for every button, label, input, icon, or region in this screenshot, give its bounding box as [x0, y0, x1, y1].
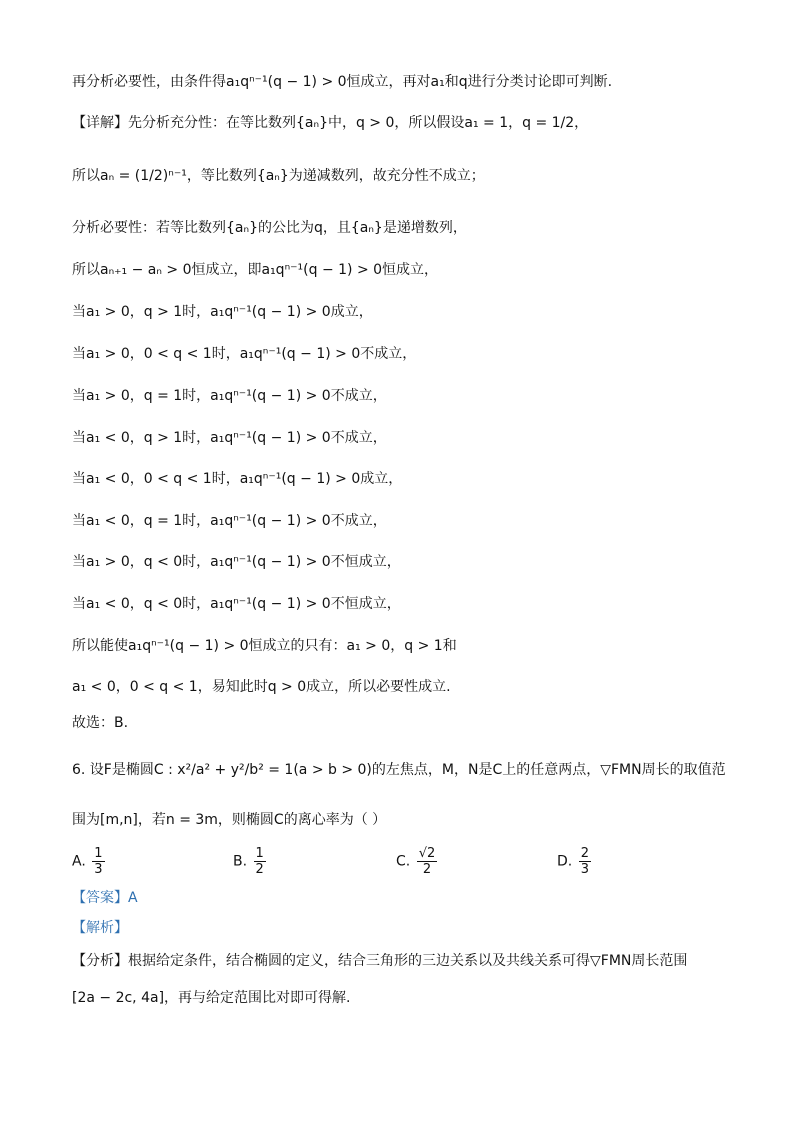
text-line: 所以能使a₁qⁿ⁻¹(q − 1) > 0恒成立的只有：a₁ > 0，q > 1和	[72, 638, 457, 654]
text-line: 当a₁ < 0，q < 0时，a₁qⁿ⁻¹(q − 1) > 0不恒成立，	[72, 596, 401, 612]
text-line: [2a − 2c, 4a]，再与给定范围比对即可得解.	[72, 990, 351, 1006]
text-line: 当a₁ > 0，q = 1时，a₁qⁿ⁻¹(q − 1) > 0不成立，	[72, 388, 387, 404]
text-line: 故选：B.	[72, 715, 129, 731]
text-line: a₁ < 0，0 < q < 1，易知此时q > 0成立，所以必要性成立.	[72, 679, 451, 695]
denominator: 2	[422, 862, 432, 877]
option-b	[233, 846, 268, 877]
text-line: 再分析必要性，由条件得a₁qⁿ⁻¹(q − 1) > 0恒成立，再对a₁和q进行分类讨论即可判断.	[72, 74, 613, 90]
denominator: 3	[94, 862, 103, 877]
text-line: 当a₁ > 0，q > 1时，a₁qⁿ⁻¹(q − 1) > 0成立，	[72, 304, 373, 320]
option-label: B.	[233, 853, 248, 870]
text-line: 当a₁ < 0，q = 1时，a₁qⁿ⁻¹(q − 1) > 0不成立，	[72, 513, 387, 529]
option-label: C.	[396, 853, 411, 870]
option-fraction	[579, 846, 591, 877]
text-line: 当a₁ > 0，0 < q < 1时，a₁qⁿ⁻¹(q − 1) > 0不成立，	[72, 346, 417, 362]
question-6-stem-cont: 围为[m,n]，若n = 3m，则椭圆C的离心率为（ ）	[72, 812, 387, 828]
text-line: 当a₁ > 0，q < 0时，a₁qⁿ⁻¹(q − 1) > 0不恒成立，	[72, 554, 401, 570]
text-line: 所以aₙ₊₁ − aₙ > 0恒成立，即a₁qⁿ⁻¹(q − 1) > 0恒成立，	[72, 262, 439, 278]
option-label: D.	[557, 853, 573, 870]
text-line: 【分析】根据给定条件，结合椭圆的定义，结合三角形的三边关系以及共线关系可得▽FMN周长范围	[72, 953, 688, 969]
option-a	[72, 846, 107, 877]
numerator: 1	[94, 846, 103, 861]
text-line: 当a₁ < 0，0 < q < 1时，a₁qⁿ⁻¹(q − 1) > 0成立，	[72, 471, 403, 487]
analysis-heading: 【解析】	[72, 920, 128, 936]
option-fraction	[92, 846, 104, 877]
text-line: 【详解】先分析充分性：在等比数列{aₙ}中，q > 0，所以假设a₁ = 1，q = 1/2，	[72, 115, 589, 131]
numerator: 2	[580, 846, 589, 861]
text-line: 分析必要性：若等比数列{aₙ}的公比为q，且{aₙ}是递增数列，	[72, 220, 467, 236]
question-6-stem: 6. 设F是椭圆C : x²/a² + y²/b² = 1(a > b > 0)的左焦点，M，N是C上的任意两点，▽FMN周长的取值范	[72, 762, 726, 778]
denominator: 3	[580, 862, 589, 877]
denominator: 2	[255, 862, 264, 877]
text-line: 当a₁ < 0，q > 1时，a₁qⁿ⁻¹(q − 1) > 0不成立，	[72, 430, 387, 446]
text-line: 所以aₙ = (1/2)ⁿ⁻¹，等比数列{aₙ}为递减数列，故充分性不成立；	[72, 168, 485, 184]
option-fraction	[254, 846, 266, 877]
numerator: √2	[418, 846, 436, 861]
option-fraction	[417, 846, 438, 877]
option-d	[557, 846, 593, 877]
numerator: 1	[255, 846, 264, 861]
option-c	[396, 846, 439, 877]
option-label: A.	[72, 853, 86, 870]
answer-heading: 【答案】A	[72, 890, 138, 906]
